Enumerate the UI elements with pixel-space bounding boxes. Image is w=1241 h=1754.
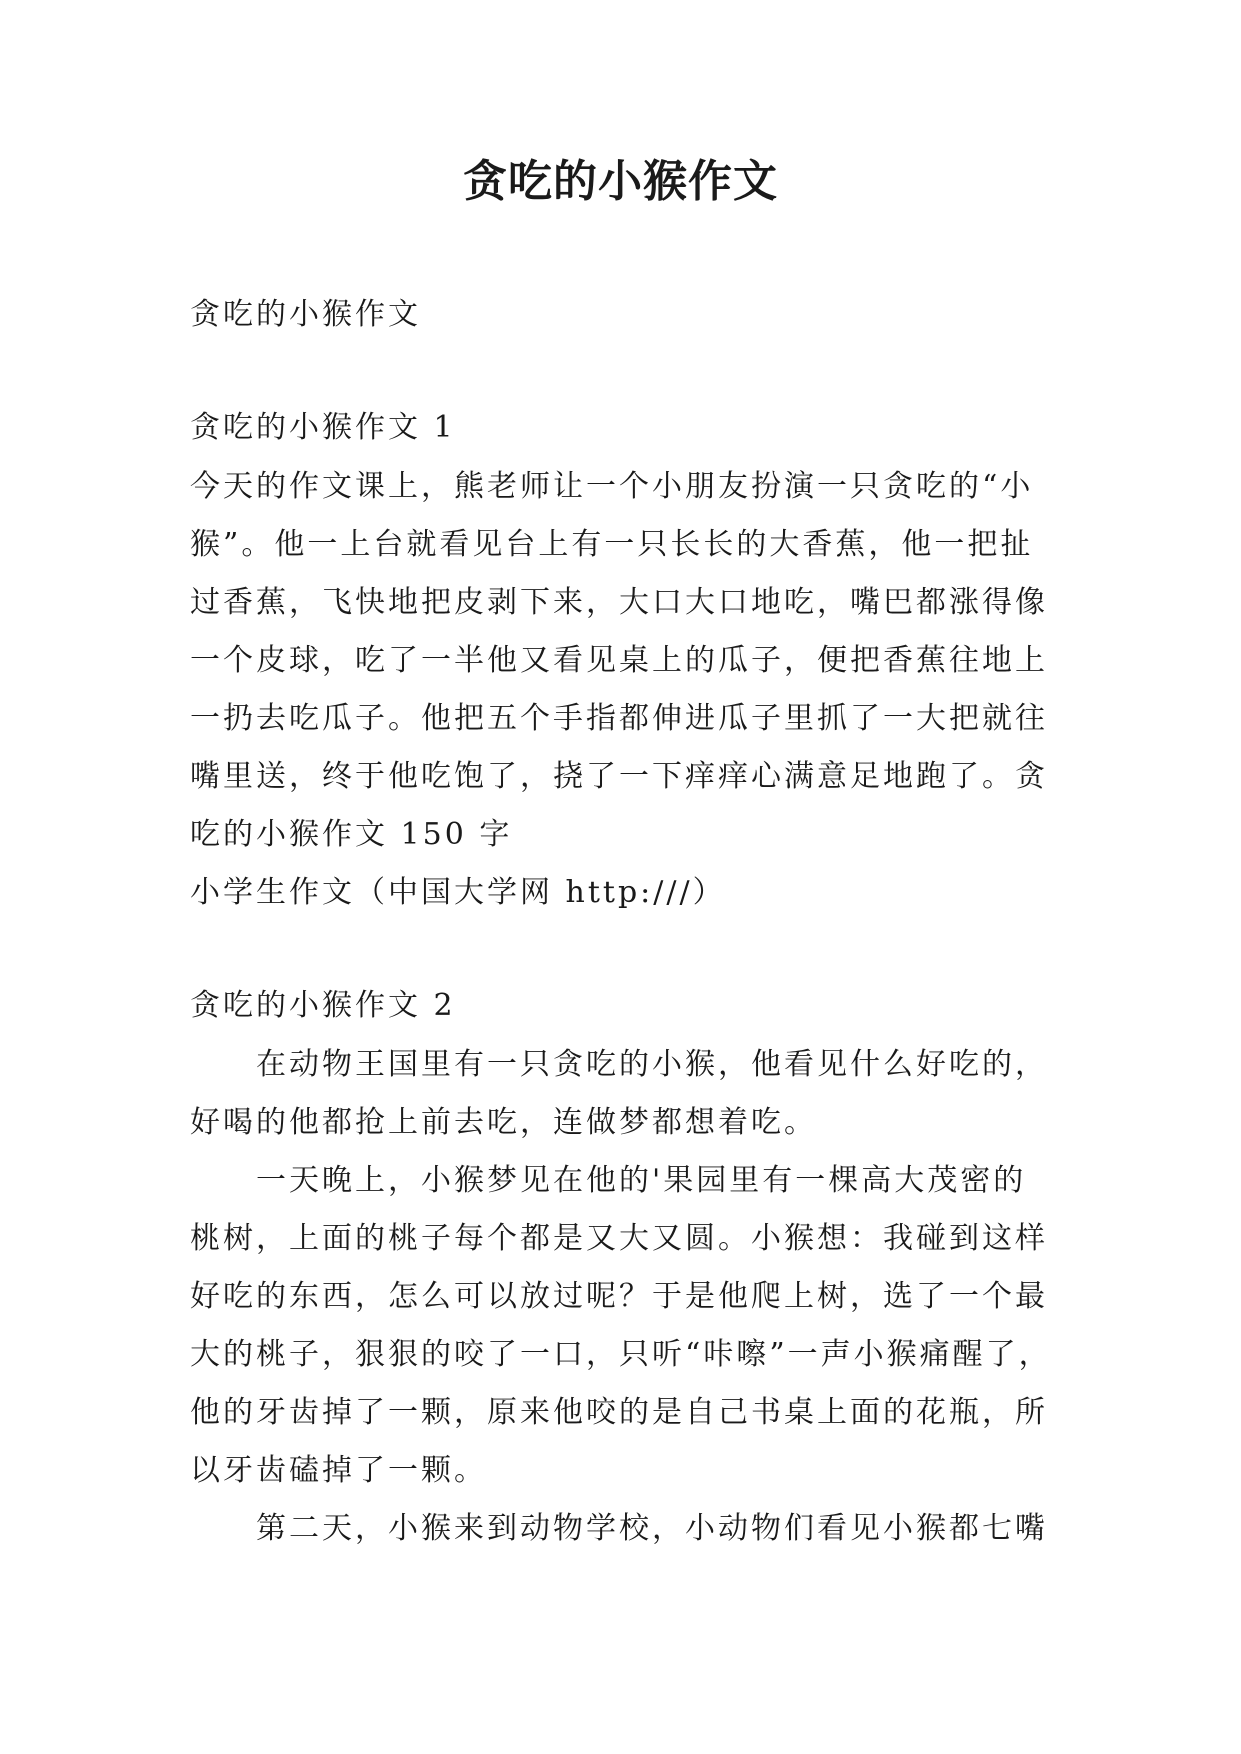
paragraph-line: 好吃的东西，怎么可以放过呢？于是他爬上树，选了一个最 — [190, 1279, 1048, 1314]
paragraph-line: 一天晚上，小猴梦见在他的'果园里有一棵高大茂密的 — [256, 1163, 1027, 1198]
paragraph-line: 桃树，上面的桃子每个都是又大又圆。小猴想：我碰到这样 — [190, 1221, 1048, 1256]
source-note: 小学生作文（中国大学网 http:///） — [190, 875, 726, 910]
paragraph-line: 过香蕉，飞快地把皮剥下来，大口大口地吃，嘴巴都涨得像 — [190, 585, 1048, 620]
paragraph-line: 猴”。他一上台就看见台上有一只长长的大香蕉，他一把扯 — [190, 527, 1034, 562]
paragraph-line: 好喝的他都抢上前去吃，连做梦都想着吃。 — [190, 1105, 817, 1140]
section-2-heading: 贪吃的小猴作文 2 — [190, 988, 456, 1023]
paragraph-line: 第二天，小猴来到动物学校，小动物们看见小猴都七嘴 — [256, 1511, 1048, 1546]
paragraph-line: 一扔去吃瓜子。他把五个手指都伸进瓜子里抓了一大把就往 — [190, 701, 1048, 736]
paragraph-line: 大的桃子，狠狠的咬了一口，只听“咔嚓”一声小猴痛醒了， — [190, 1337, 1052, 1372]
paragraph-line: 嘴里送，终于他吃饱了，挠了一下痒痒心满意足地跑了。贪 — [190, 759, 1048, 794]
paragraph-line: 吃的小猴作文 150 字 — [190, 817, 513, 852]
section-1-heading: 贪吃的小猴作文 1 — [190, 410, 456, 445]
paragraph-line: 在动物王国里有一只贪吃的小猴，他看见什么好吃的， — [256, 1047, 1048, 1082]
paragraph-line: 以牙齿磕掉了一颗。 — [190, 1453, 487, 1488]
paragraph-line: 今天的作文课上，熊老师让一个小朋友扮演一只贪吃的“小 — [190, 469, 1034, 504]
document-subtitle: 贪吃的小猴作文 — [190, 297, 421, 332]
paragraph-line: 一个皮球，吃了一半他又看见桌上的瓜子，便把香蕉往地上 — [190, 643, 1048, 678]
paragraph-line: 他的牙齿掉了一颗，原来他咬的是自己书桌上面的花瓶，所 — [190, 1395, 1048, 1430]
document-title: 贪吃的小猴作文 — [463, 156, 778, 207]
